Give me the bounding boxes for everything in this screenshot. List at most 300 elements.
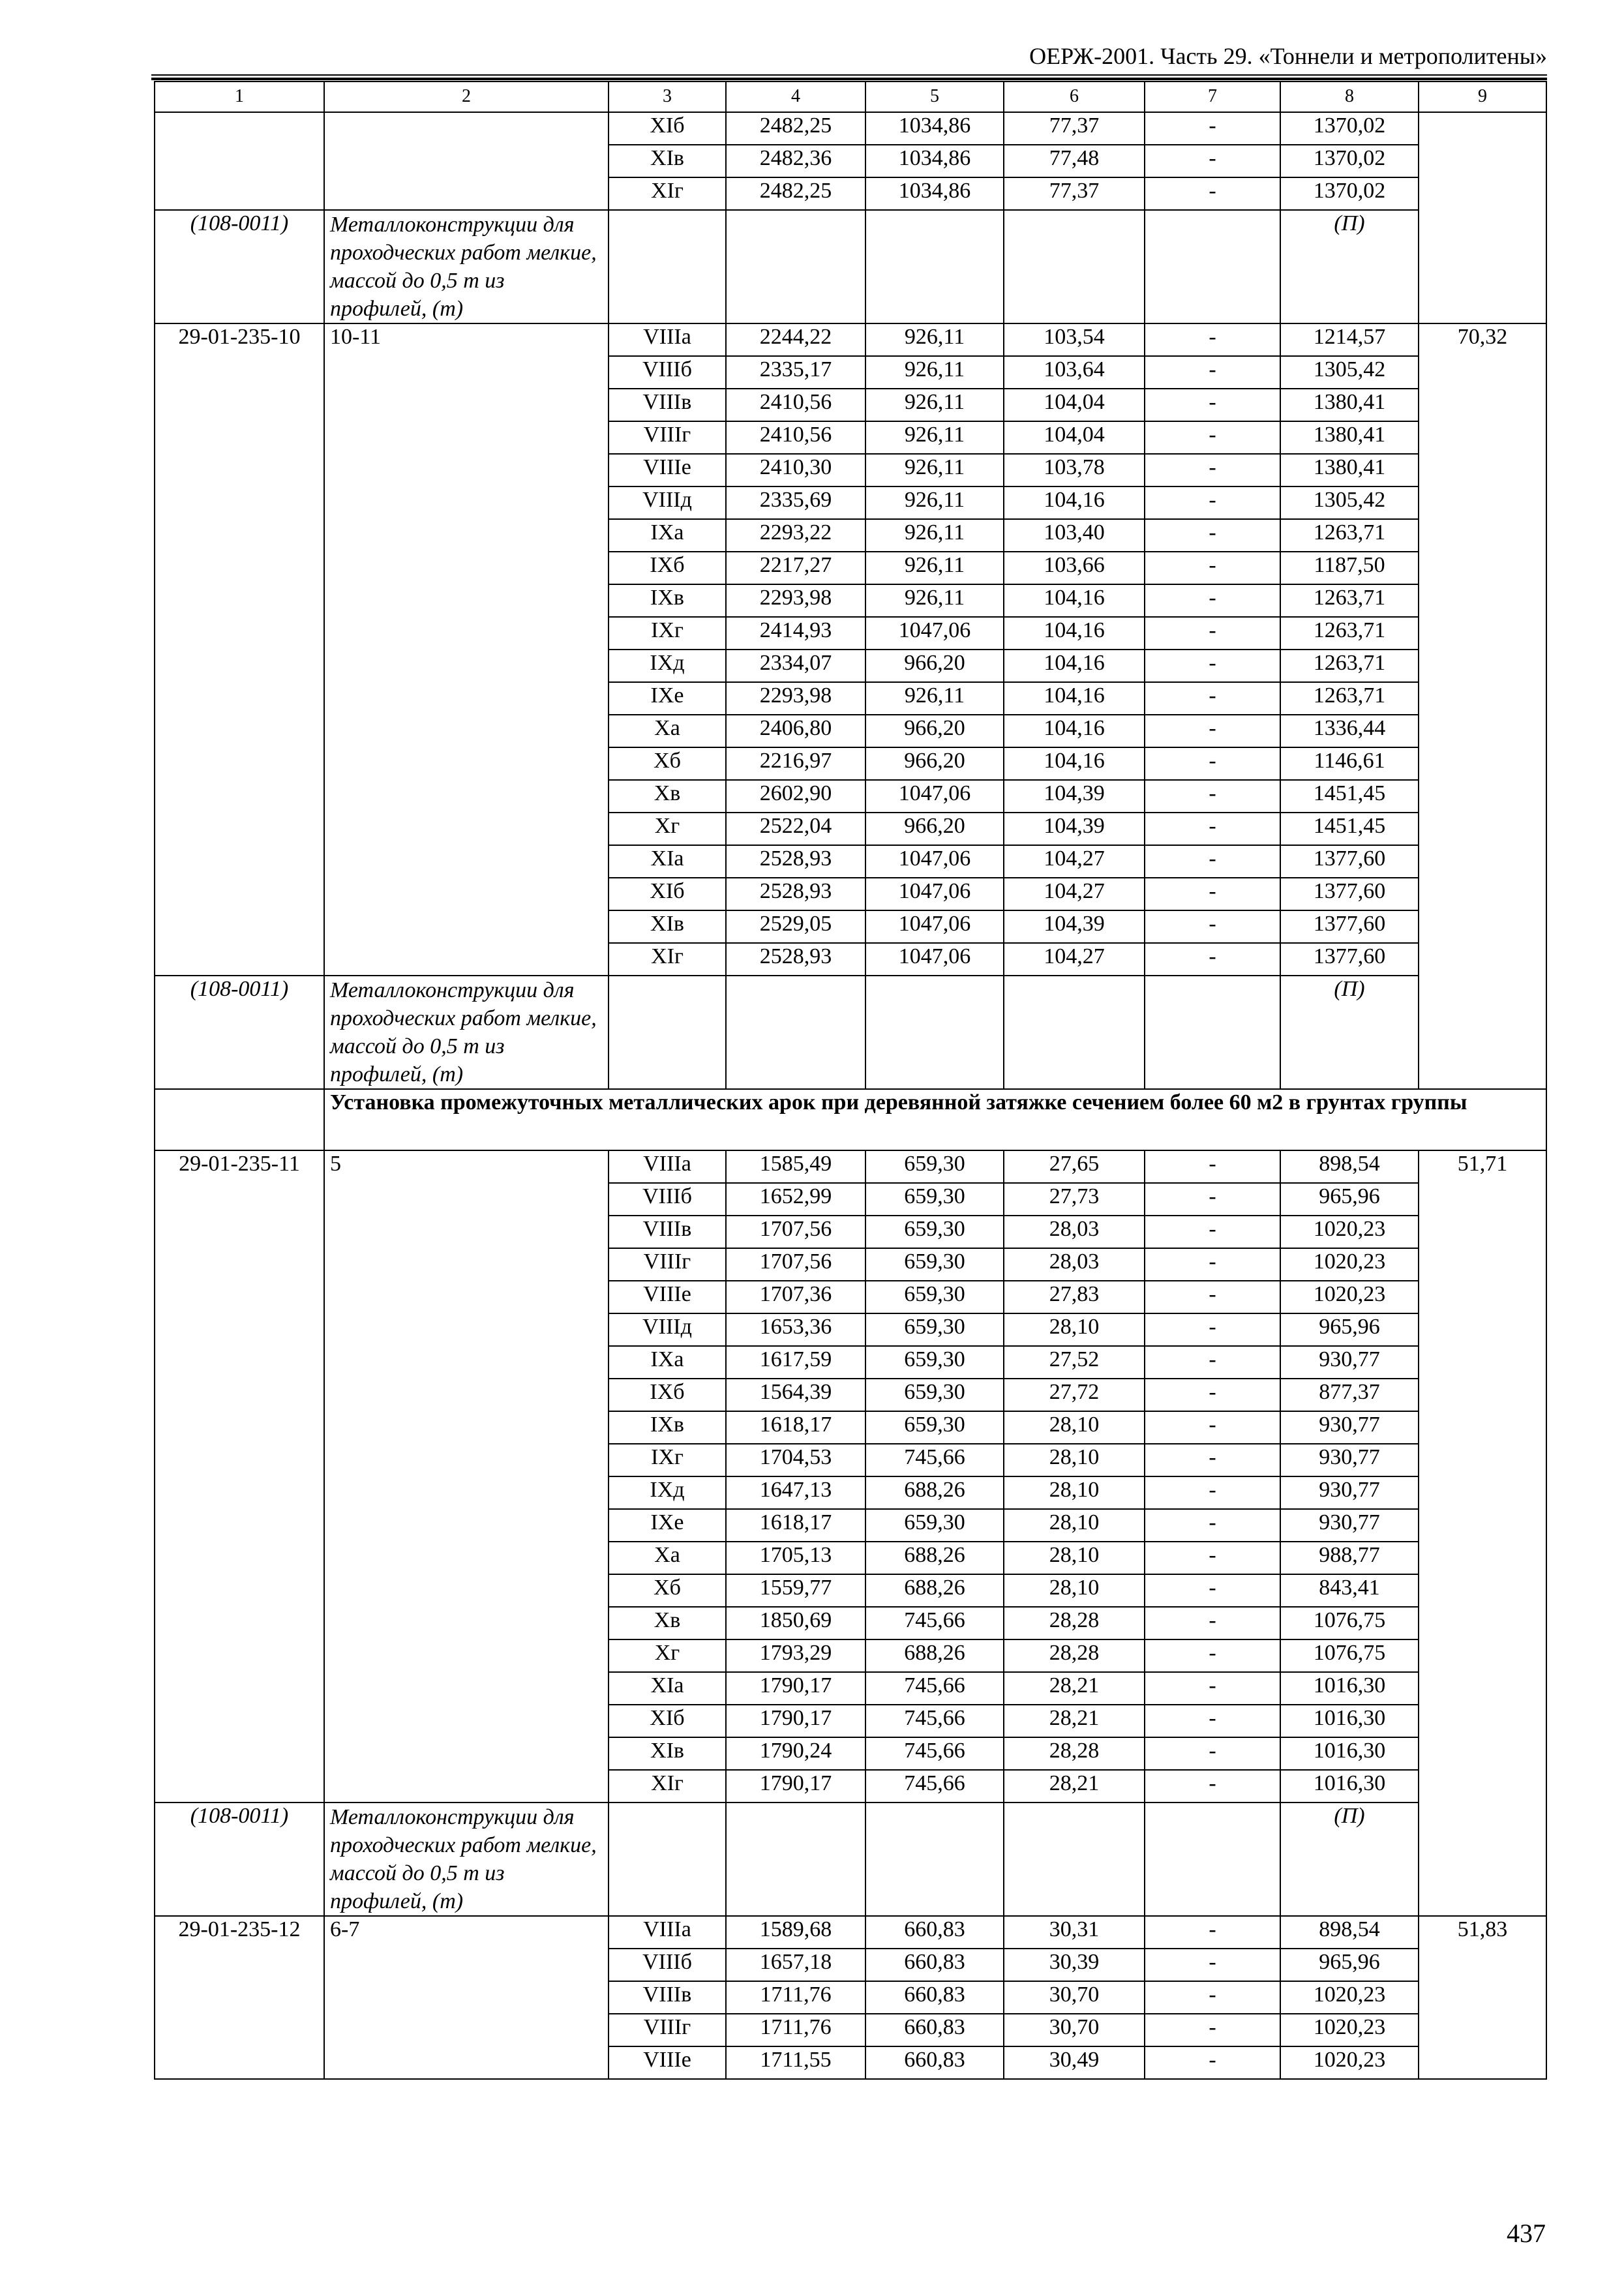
section-title-blank [155, 1089, 324, 1150]
cell-col-6: 27,52 [1004, 1346, 1145, 1379]
cell-col-5: 1047,06 [865, 943, 1004, 976]
cell-col-7: - [1145, 454, 1280, 486]
cell-col-3: Xг [609, 813, 726, 845]
cell-col-5: 926,11 [865, 486, 1004, 519]
cell-col-8: 1377,60 [1280, 845, 1419, 878]
cell-col-8: 930,77 [1280, 1476, 1419, 1509]
section-title-row [155, 1089, 1546, 1150]
cell-col-6: 28,03 [1004, 1248, 1145, 1281]
material-empty-cell [865, 1803, 1004, 1916]
cell-col-5: 926,11 [865, 389, 1004, 421]
header-rule-thick [151, 78, 1547, 80]
cell-col-3: XIг [609, 943, 726, 976]
cell-col-7: - [1145, 1574, 1280, 1607]
cell-col-5: 745,66 [865, 1770, 1004, 1803]
cell-col-6: 28,21 [1004, 1672, 1145, 1705]
cell-col-4: 2528,93 [726, 878, 865, 910]
cell-col-6: 27,72 [1004, 1379, 1145, 1411]
cell-col-8: 1020,23 [1280, 1281, 1419, 1313]
cell-col-3: Xа [609, 715, 726, 747]
cell-col-6: 28,28 [1004, 1737, 1145, 1770]
cell-col-3: VIIIг [609, 1248, 726, 1281]
cell-col-7: - [1145, 1476, 1280, 1509]
cell-col-7: - [1145, 1411, 1280, 1444]
cell-col-7: - [1145, 813, 1280, 845]
cell-col-4: 2293,98 [726, 682, 865, 715]
cell-col-7: - [1145, 356, 1280, 389]
cell-col-6: 28,10 [1004, 1574, 1145, 1607]
cell-col-8: 1377,60 [1280, 943, 1419, 976]
cell-col-8: 1305,42 [1280, 356, 1419, 389]
cell-col-6: 104,27 [1004, 878, 1145, 910]
cell-col-8: 1377,60 [1280, 878, 1419, 910]
cell-col-4: 2528,93 [726, 845, 865, 878]
cell-col-4: 2528,93 [726, 943, 865, 976]
cell-col-5: 966,20 [865, 650, 1004, 682]
rate-parameter: 6-7 [324, 1916, 609, 2079]
cell-col-4: 1790,17 [726, 1705, 865, 1737]
cell-col-4: 1707,56 [726, 1216, 865, 1248]
material-empty-cell [865, 210, 1004, 323]
rate-code: 29-01-235-12 [155, 1916, 324, 2079]
cell-col-5: 660,83 [865, 1981, 1004, 2014]
cell-col-6: 77,37 [1004, 177, 1145, 210]
cell-col-8: 1020,23 [1280, 1981, 1419, 2014]
cell-col-8: 1020,23 [1280, 1248, 1419, 1281]
material-empty-cell [1004, 210, 1145, 323]
cell-col-4: 1657,18 [726, 1949, 865, 1981]
cell-col-7: - [1145, 1150, 1280, 1183]
cell-col-3: XIб [609, 112, 726, 145]
cell-col-6: 104,39 [1004, 910, 1145, 943]
cell-col-3: XIа [609, 845, 726, 878]
cell-col-5: 926,11 [865, 356, 1004, 389]
cell-col-5: 660,83 [865, 2046, 1004, 2079]
cell-col-6: 28,10 [1004, 1411, 1145, 1444]
cell-col-5: 660,83 [865, 2014, 1004, 2046]
cell-col-3: VIIIа [609, 323, 726, 356]
cell-col-8: 1016,30 [1280, 1737, 1419, 1770]
cell-col-8: 930,77 [1280, 1509, 1419, 1542]
cell-col-7: - [1145, 2046, 1280, 2079]
cell-col-6: 30,31 [1004, 1916, 1145, 1949]
cell-col-5: 659,30 [865, 1150, 1004, 1183]
cell-col-3: Xб [609, 747, 726, 780]
cell-col-6: 104,16 [1004, 584, 1145, 617]
cell-col-6: 77,37 [1004, 112, 1145, 145]
cell-col-9: 51,71 [1419, 1150, 1546, 1916]
cell-col-8: 1451,45 [1280, 813, 1419, 845]
material-row [155, 210, 1546, 323]
cell-col-6: 104,16 [1004, 747, 1145, 780]
material-empty-cell [1145, 976, 1280, 1089]
cell-col-4: 2482,25 [726, 177, 865, 210]
cell-col-3: IXг [609, 617, 726, 650]
cell-col-4: 1704,53 [726, 1444, 865, 1476]
cell-col-5: 745,66 [865, 1672, 1004, 1705]
cell-col-7: - [1145, 682, 1280, 715]
cell-col-3: VIIIг [609, 421, 726, 454]
rate-code [155, 112, 324, 210]
cell-col-8: 930,77 [1280, 1346, 1419, 1379]
cell-col-7: - [1145, 323, 1280, 356]
material-empty-cell [726, 1803, 865, 1916]
material-name: Металлоконструкции для проходческих работ мелкие, массой до 0,5 т из профилей, (т) [324, 210, 609, 323]
cell-col-5: 659,30 [865, 1281, 1004, 1313]
cell-col-3: VIIIа [609, 1150, 726, 1183]
cell-col-8: 1380,41 [1280, 421, 1419, 454]
cell-col-3: VIIIд [609, 486, 726, 519]
cell-col-8: 1016,30 [1280, 1770, 1419, 1803]
cell-col-5: 660,83 [865, 1949, 1004, 1981]
cell-col-7: - [1145, 1542, 1280, 1574]
cell-col-5: 745,66 [865, 1607, 1004, 1639]
cell-col-5: 926,11 [865, 454, 1004, 486]
cell-col-6: 30,39 [1004, 1949, 1145, 1981]
rate-table [154, 81, 1547, 2080]
material-code: (108-0011) [155, 1803, 324, 1916]
cell-col-3: VIIIа [609, 1916, 726, 1949]
cell-col-3: XIг [609, 1770, 726, 1803]
cell-col-5: 688,26 [865, 1476, 1004, 1509]
material-empty-cell [1004, 1803, 1145, 1916]
cell-col-6: 103,66 [1004, 552, 1145, 584]
cell-col-4: 2414,93 [726, 617, 865, 650]
cell-col-3: IXб [609, 1379, 726, 1411]
cell-col-5: 926,11 [865, 519, 1004, 552]
cell-col-7: - [1145, 878, 1280, 910]
column-number: 2 [324, 82, 609, 112]
cell-col-6: 30,70 [1004, 1981, 1145, 2014]
cell-col-3: Xа [609, 1542, 726, 1574]
cell-col-5: 926,11 [865, 421, 1004, 454]
cell-col-8: 1146,61 [1280, 747, 1419, 780]
cell-col-7: - [1145, 845, 1280, 878]
column-number: 4 [726, 82, 865, 112]
column-number: 6 [1004, 82, 1145, 112]
cell-col-7: - [1145, 1248, 1280, 1281]
cell-col-7: - [1145, 2014, 1280, 2046]
cell-col-7: - [1145, 1216, 1280, 1248]
cell-col-7: - [1145, 910, 1280, 943]
cell-col-7: - [1145, 421, 1280, 454]
cell-col-6: 104,27 [1004, 943, 1145, 976]
cell-col-5: 1047,06 [865, 910, 1004, 943]
cell-col-5: 659,30 [865, 1216, 1004, 1248]
table-row [155, 1916, 1546, 1949]
cell-col-3: VIIIд [609, 1313, 726, 1346]
cell-col-7: - [1145, 1672, 1280, 1705]
cell-col-6: 28,03 [1004, 1216, 1145, 1248]
cell-col-6: 103,78 [1004, 454, 1145, 486]
cell-col-5: 966,20 [865, 715, 1004, 747]
cell-col-3: XIв [609, 145, 726, 177]
cell-col-4: 1653,36 [726, 1313, 865, 1346]
cell-col-3: Xг [609, 1639, 726, 1672]
cell-col-7: - [1145, 1379, 1280, 1411]
cell-col-6: 104,04 [1004, 389, 1145, 421]
cell-col-7: - [1145, 943, 1280, 976]
cell-col-8: 1336,44 [1280, 715, 1419, 747]
cell-col-6: 28,10 [1004, 1444, 1145, 1476]
cell-col-8: 898,54 [1280, 1150, 1419, 1183]
material-code: (108-0011) [155, 976, 324, 1089]
cell-col-3: XIв [609, 910, 726, 943]
cell-col-5: 966,20 [865, 813, 1004, 845]
cell-col-4: 1790,24 [726, 1737, 865, 1770]
cell-col-7: - [1145, 1949, 1280, 1981]
cell-col-4: 1707,56 [726, 1248, 865, 1281]
cell-col-4: 1793,29 [726, 1639, 865, 1672]
cell-col-4: 2529,05 [726, 910, 865, 943]
cell-col-4: 2293,22 [726, 519, 865, 552]
cell-col-7: - [1145, 1770, 1280, 1803]
cell-col-7: - [1145, 650, 1280, 682]
cell-col-8: 1370,02 [1280, 145, 1419, 177]
cell-col-6: 104,04 [1004, 421, 1145, 454]
page-number: 437 [1507, 2219, 1546, 2248]
rate-parameter [324, 112, 609, 210]
cell-col-9: 51,83 [1419, 1916, 1546, 2079]
cell-col-7: - [1145, 486, 1280, 519]
cell-col-7: - [1145, 1639, 1280, 1672]
cell-col-3: IXг [609, 1444, 726, 1476]
material-name: Металлоконструкции для проходческих работ мелкие, массой до 0,5 т из профилей, (т) [324, 976, 609, 1089]
cell-col-5: 659,30 [865, 1248, 1004, 1281]
cell-col-4: 2406,80 [726, 715, 865, 747]
cell-col-7: - [1145, 519, 1280, 552]
cell-col-3: IXб [609, 552, 726, 584]
cell-col-6: 77,48 [1004, 145, 1145, 177]
cell-col-3: IXв [609, 584, 726, 617]
material-empty-cell [609, 976, 726, 1089]
cell-col-8: 1187,50 [1280, 552, 1419, 584]
cell-col-5: 745,66 [865, 1705, 1004, 1737]
cell-col-6: 30,70 [1004, 2014, 1145, 2046]
cell-col-3: IXа [609, 519, 726, 552]
cell-col-4: 1705,13 [726, 1542, 865, 1574]
cell-col-4: 1711,55 [726, 2046, 865, 2079]
cell-col-8: 1263,71 [1280, 584, 1419, 617]
cell-col-3: VIIIв [609, 1216, 726, 1248]
cell-col-8: 1020,23 [1280, 2014, 1419, 2046]
cell-col-8: 1076,75 [1280, 1639, 1419, 1672]
cell-col-4: 1711,76 [726, 2014, 865, 2046]
cell-col-6: 28,10 [1004, 1542, 1145, 1574]
cell-col-4: 2335,17 [726, 356, 865, 389]
cell-col-4: 1617,59 [726, 1346, 865, 1379]
cell-col-8: 965,96 [1280, 1949, 1419, 1981]
cell-col-5: 688,26 [865, 1639, 1004, 1672]
cell-col-8: 1214,57 [1280, 323, 1419, 356]
cell-col-9 [1419, 112, 1546, 323]
cell-col-6: 28,21 [1004, 1705, 1145, 1737]
cell-col-3: VIIIг [609, 2014, 726, 2046]
cell-col-8: 930,77 [1280, 1444, 1419, 1476]
cell-col-8: 1016,30 [1280, 1672, 1419, 1705]
cell-col-5: 1047,06 [865, 845, 1004, 878]
cell-col-3: XIа [609, 1672, 726, 1705]
rate-parameter: 10-11 [324, 323, 609, 976]
cell-col-3: VIIIв [609, 389, 726, 421]
cell-col-3: XIв [609, 1737, 726, 1770]
cell-col-3: XIб [609, 1705, 726, 1737]
cell-col-8: 1370,02 [1280, 177, 1419, 210]
material-mark: (П) [1280, 210, 1419, 323]
cell-col-6: 28,10 [1004, 1313, 1145, 1346]
cell-col-7: - [1145, 747, 1280, 780]
cell-col-6: 30,49 [1004, 2046, 1145, 2079]
cell-col-4: 2602,90 [726, 780, 865, 813]
cell-col-8: 877,37 [1280, 1379, 1419, 1411]
cell-col-8: 898,54 [1280, 1916, 1419, 1949]
cell-col-4: 2334,07 [726, 650, 865, 682]
cell-col-6: 27,73 [1004, 1183, 1145, 1216]
cell-col-4: 2482,36 [726, 145, 865, 177]
cell-col-6: 103,64 [1004, 356, 1145, 389]
cell-col-4: 1585,49 [726, 1150, 865, 1183]
cell-col-8: 1305,42 [1280, 486, 1419, 519]
material-mark: (П) [1280, 976, 1419, 1089]
cell-col-6: 28,10 [1004, 1509, 1145, 1542]
material-empty-cell [609, 210, 726, 323]
cell-col-7: - [1145, 112, 1280, 145]
cell-col-3: VIIIе [609, 2046, 726, 2079]
table-row [155, 323, 1546, 356]
column-number: 5 [865, 82, 1004, 112]
cell-col-6: 104,16 [1004, 715, 1145, 747]
running-header: ОЕРЖ-2001. Часть 29. «Тоннели и метрополитены» [1029, 43, 1547, 69]
material-empty-cell [1004, 976, 1145, 1089]
cell-col-5: 688,26 [865, 1542, 1004, 1574]
cell-col-8: 1377,60 [1280, 910, 1419, 943]
cell-col-5: 659,30 [865, 1346, 1004, 1379]
cell-col-5: 926,11 [865, 323, 1004, 356]
cell-col-3: XIг [609, 177, 726, 210]
cell-col-4: 1790,17 [726, 1770, 865, 1803]
material-code: (108-0011) [155, 210, 324, 323]
cell-col-6: 104,39 [1004, 813, 1145, 845]
cell-col-7: - [1145, 617, 1280, 650]
cell-col-4: 1707,36 [726, 1281, 865, 1313]
cell-col-8: 1451,45 [1280, 780, 1419, 813]
cell-col-3: IXд [609, 1476, 726, 1509]
material-empty-cell [1145, 210, 1280, 323]
cell-col-8: 1263,71 [1280, 682, 1419, 715]
rate-code: 29-01-235-11 [155, 1150, 324, 1803]
cell-col-5: 745,66 [865, 1444, 1004, 1476]
cell-col-9: 70,32 [1419, 323, 1546, 1089]
cell-col-4: 2410,56 [726, 389, 865, 421]
cell-col-8: 1020,23 [1280, 2046, 1419, 2079]
cell-col-7: - [1145, 1981, 1280, 2014]
column-number: 3 [609, 82, 726, 112]
cell-col-6: 28,28 [1004, 1639, 1145, 1672]
cell-col-6: 104,16 [1004, 650, 1145, 682]
cell-col-7: - [1145, 1313, 1280, 1346]
cell-col-7: - [1145, 1509, 1280, 1542]
cell-col-5: 659,30 [865, 1509, 1004, 1542]
cell-col-8: 1380,41 [1280, 454, 1419, 486]
cell-col-5: 1047,06 [865, 617, 1004, 650]
cell-col-7: - [1145, 1916, 1280, 1949]
column-number: 9 [1419, 82, 1546, 112]
material-row [155, 976, 1546, 1089]
cell-col-7: - [1145, 1444, 1280, 1476]
cell-col-3: VIIIе [609, 454, 726, 486]
cell-col-8: 1380,41 [1280, 389, 1419, 421]
cell-col-4: 2293,98 [726, 584, 865, 617]
cell-col-7: - [1145, 715, 1280, 747]
cell-col-8: 988,77 [1280, 1542, 1419, 1574]
cell-col-6: 104,39 [1004, 780, 1145, 813]
cell-col-4: 2482,25 [726, 112, 865, 145]
cell-col-5: 926,11 [865, 552, 1004, 584]
cell-col-6: 104,27 [1004, 845, 1145, 878]
material-row [155, 1803, 1546, 1916]
cell-col-5: 688,26 [865, 1574, 1004, 1607]
cell-col-5: 659,30 [865, 1183, 1004, 1216]
cell-col-7: - [1145, 552, 1280, 584]
column-number-row [155, 82, 1546, 112]
column-number: 8 [1280, 82, 1419, 112]
cell-col-4: 1850,69 [726, 1607, 865, 1639]
cell-col-8: 843,41 [1280, 1574, 1419, 1607]
cell-col-3: IXа [609, 1346, 726, 1379]
material-empty-cell [609, 1803, 726, 1916]
cell-col-6: 28,10 [1004, 1476, 1145, 1509]
cell-col-4: 2244,22 [726, 323, 865, 356]
cell-col-4: 1647,13 [726, 1476, 865, 1509]
cell-col-7: - [1145, 177, 1280, 210]
cell-col-4: 1790,17 [726, 1672, 865, 1705]
cell-col-8: 1263,71 [1280, 650, 1419, 682]
cell-col-6: 104,16 [1004, 617, 1145, 650]
cell-col-7: - [1145, 584, 1280, 617]
cell-col-8: 930,77 [1280, 1411, 1419, 1444]
cell-col-5: 659,30 [865, 1411, 1004, 1444]
material-empty-cell [726, 210, 865, 323]
cell-col-3: VIIIб [609, 1183, 726, 1216]
cell-col-5: 926,11 [865, 584, 1004, 617]
column-number: 7 [1145, 82, 1280, 112]
cell-col-5: 659,30 [865, 1313, 1004, 1346]
cell-col-3: XIб [609, 878, 726, 910]
cell-col-7: - [1145, 1183, 1280, 1216]
table-row [155, 112, 1546, 145]
cell-col-6: 103,40 [1004, 519, 1145, 552]
cell-col-5: 1047,06 [865, 780, 1004, 813]
material-empty-cell [1145, 1803, 1280, 1916]
rate-parameter: 5 [324, 1150, 609, 1803]
cell-col-5: 660,83 [865, 1916, 1004, 1949]
cell-col-6: 28,21 [1004, 1770, 1145, 1803]
section-title: Установка промежуточных металлических арок при деревянной затяжке сечением более 60 м2 в грунтах группы [324, 1089, 1546, 1150]
cell-col-5: 1034,86 [865, 112, 1004, 145]
cell-col-3: Xб [609, 1574, 726, 1607]
cell-col-7: - [1145, 145, 1280, 177]
header-rule [151, 74, 1547, 76]
cell-col-3: IXд [609, 650, 726, 682]
cell-col-3: IXв [609, 1411, 726, 1444]
material-empty-cell [865, 976, 1004, 1089]
cell-col-4: 2335,69 [726, 486, 865, 519]
material-name: Металлоконструкции для проходческих работ мелкие, массой до 0,5 т из профилей, (т) [324, 1803, 609, 1916]
cell-col-3: IXе [609, 1509, 726, 1542]
cell-col-3: Xв [609, 780, 726, 813]
cell-col-5: 1047,06 [865, 878, 1004, 910]
cell-col-5: 966,20 [865, 747, 1004, 780]
